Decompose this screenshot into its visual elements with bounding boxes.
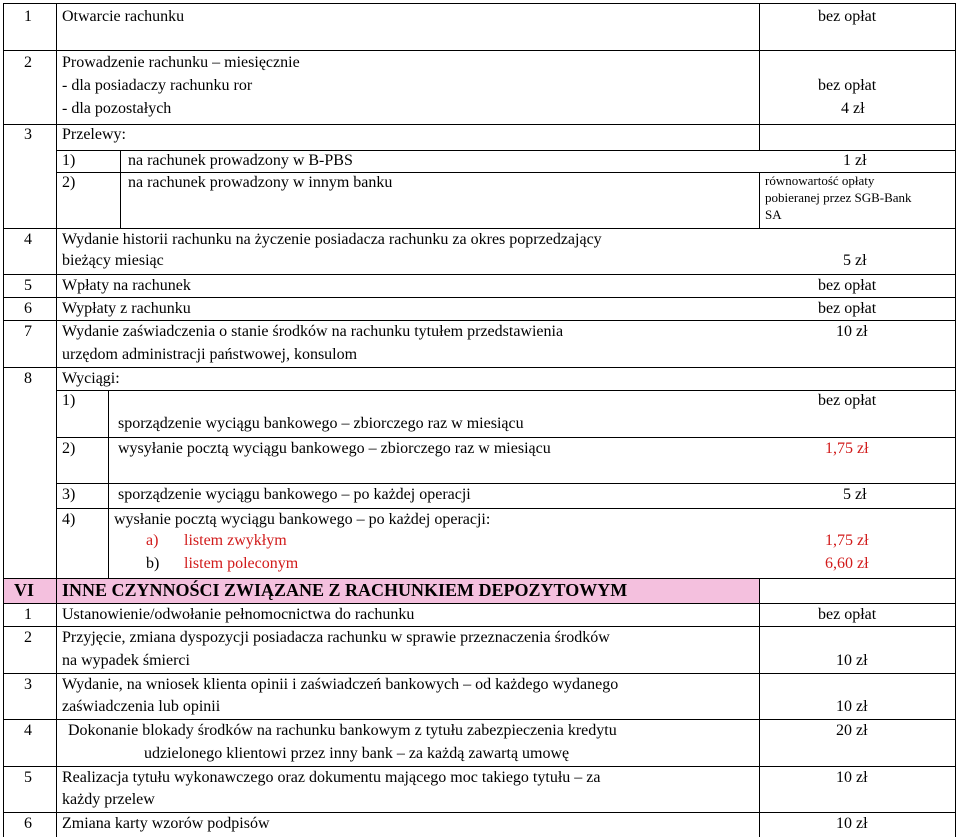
row-line: [3, 124, 956, 125]
row-line: [3, 320, 956, 321]
row-fee: 6,60 zł: [825, 555, 869, 572]
row-fee: 1,75 zł: [825, 440, 869, 457]
sub-item-label: listem poleconym: [184, 555, 299, 572]
sub-number: 2): [62, 440, 76, 457]
row-label: Prowadzenie rachunku – miesięcznie: [62, 54, 300, 71]
row-fee-note: równowartość opłaty: [765, 173, 875, 188]
sub-label: sporządzenie wyciągu bankowego – po każdej operacji: [118, 486, 471, 503]
row-fee: 4 zł: [841, 100, 865, 117]
row-number: 3: [24, 676, 32, 693]
table-border-left: [3, 3, 4, 837]
row-number: 6: [24, 815, 32, 832]
row-sublabel: - dla posiadaczy rachunku ror: [62, 77, 253, 94]
sub-number: 1): [62, 392, 76, 409]
row-fee: bez opłat: [818, 77, 877, 94]
row-fee: 1 zł: [843, 152, 867, 169]
row-fee: 10 zł: [836, 652, 868, 669]
row-line: [56, 437, 956, 438]
section-title: INNE CZYNNOŚCI ZWIĄZANE Z RACHUNKIEM DEPOZYTOWYM: [62, 580, 628, 600]
sub-label: wysyłanie pocztą wyciągu bankowego – zbiorczego raz w miesiącu: [118, 440, 551, 457]
row-fee: bez opłat: [818, 8, 877, 25]
row-label: Wydanie historii rachunku na życzenie posiadacza rachunku za okres poprzedzający: [62, 231, 602, 248]
sub-item-letter: a): [146, 532, 159, 549]
row-fee: bez opłat: [818, 300, 877, 317]
row-fee: 10 zł: [836, 769, 868, 786]
row-line: [3, 673, 956, 674]
row-line: [3, 626, 956, 627]
row-label: urzędom administracji państwowej, konsulom: [62, 346, 358, 363]
row-line: [3, 297, 956, 298]
row-fee: 1,75 zł: [825, 532, 869, 549]
row-label: Dokonanie blokady środków na rachunku bankowym z tytułu zabezpieczenia kredytu: [68, 722, 617, 739]
section-number: VI: [14, 580, 35, 600]
row-label: Przelewy:: [62, 126, 126, 143]
row-number: 2: [24, 54, 32, 71]
row-label: Wydanie zaświadczenia o stanie środków na rachunku tytułem przedstawienia: [62, 323, 564, 340]
row-fee-note: SA: [765, 207, 782, 222]
num-column-divider: [56, 3, 57, 837]
row-number: 7: [24, 323, 32, 340]
row-fee: 5 zł: [843, 252, 867, 269]
row-line: [56, 508, 956, 509]
sub-number: 3): [62, 486, 76, 503]
fee-column-divider: [759, 172, 760, 228]
row-fee: 5 zł: [843, 486, 867, 503]
sub-num-divider: [108, 390, 109, 578]
row-fee: bez opłat: [818, 606, 877, 623]
row-fee: 10 zł: [836, 323, 868, 340]
row-fee: bez opłat: [818, 277, 877, 294]
row-line: [3, 274, 956, 275]
sub-label: na rachunek prowadzony w innym banku: [128, 174, 393, 191]
fee-column-divider: [759, 578, 760, 837]
row-label: zaświadczenia lub opinii: [62, 698, 221, 715]
row-line: [3, 766, 956, 767]
row-sublabel: - dla pozostałych: [62, 100, 172, 117]
row-line: [3, 578, 956, 579]
row-line: [3, 603, 956, 604]
row-line: [3, 719, 956, 720]
row-label: Wydanie, na wniosek klienta opinii i zaświadczeń bankowych – od każdego wydanego: [62, 676, 619, 693]
row-fee: 10 zł: [836, 698, 868, 715]
fee-column-divider: [759, 3, 760, 150]
sub-label: sporządzenie wyciągu bankowego – zbiorczego raz w miesiącu: [118, 415, 524, 432]
row-number: 1: [24, 8, 32, 25]
row-line: [3, 812, 956, 813]
row-line: [3, 50, 956, 51]
row-label: Realizacja tytułu wykonawczego oraz dokumentu mającego moc takiego tytułu – za: [62, 769, 601, 786]
row-label: bieżący miesiąc: [62, 252, 164, 269]
row-label: Wypłaty z rachunku: [62, 300, 191, 317]
row-number: 5: [24, 769, 32, 786]
row-label: Otwarcie rachunku: [62, 8, 185, 25]
row-number: 4: [24, 722, 32, 739]
row-number: 6: [24, 300, 32, 317]
row-label: Zmiana karty wzorów podpisów: [62, 815, 270, 832]
row-line: [56, 483, 956, 484]
row-label: każdy przelew: [62, 791, 155, 808]
row-line: [3, 367, 956, 368]
sub-item-letter: b): [146, 555, 160, 572]
sub-label: wysłanie pocztą wyciągu bankowego – po każdej operacji:: [114, 511, 491, 528]
row-number: 4: [24, 231, 32, 248]
row-number: 5: [24, 277, 32, 294]
sub-num-divider: [120, 150, 121, 228]
row-label: Wpłaty na rachunek: [62, 277, 191, 294]
row-line: [3, 3, 956, 4]
row-number: 8: [24, 370, 32, 387]
sub-number: 4): [62, 511, 76, 528]
sub-number: 1): [62, 152, 76, 169]
row-line: [3, 228, 956, 229]
row-label: na wypadek śmierci: [62, 652, 190, 669]
row-fee-note: pobieranej przez SGB-Bank: [765, 190, 912, 205]
row-fee: 10 zł: [836, 815, 868, 832]
row-number: 3: [24, 126, 32, 143]
sub-item-label: listem zwykłym: [184, 532, 287, 549]
row-label: Wyciągi:: [62, 370, 120, 387]
row-label: Przyjęcie, zmiana dyspozycji posiadacza rachunku w sprawie przeznaczenia środków: [62, 629, 610, 646]
row-number: 1: [24, 606, 32, 623]
sub-number: 2): [62, 174, 76, 191]
sub-label: na rachunek prowadzony w B-PBS: [128, 152, 353, 169]
row-fee: 20 zł: [836, 722, 868, 739]
row-fee: bez opłat: [818, 392, 877, 409]
row-label: udzielonego klientowi przez inny bank – za każdą zawartą umowę: [144, 745, 570, 762]
table-border-right: [955, 3, 956, 837]
row-label: Ustanowienie/odwołanie pełnomocnictwa do rachunku: [62, 606, 415, 623]
row-number: 2: [24, 629, 32, 646]
